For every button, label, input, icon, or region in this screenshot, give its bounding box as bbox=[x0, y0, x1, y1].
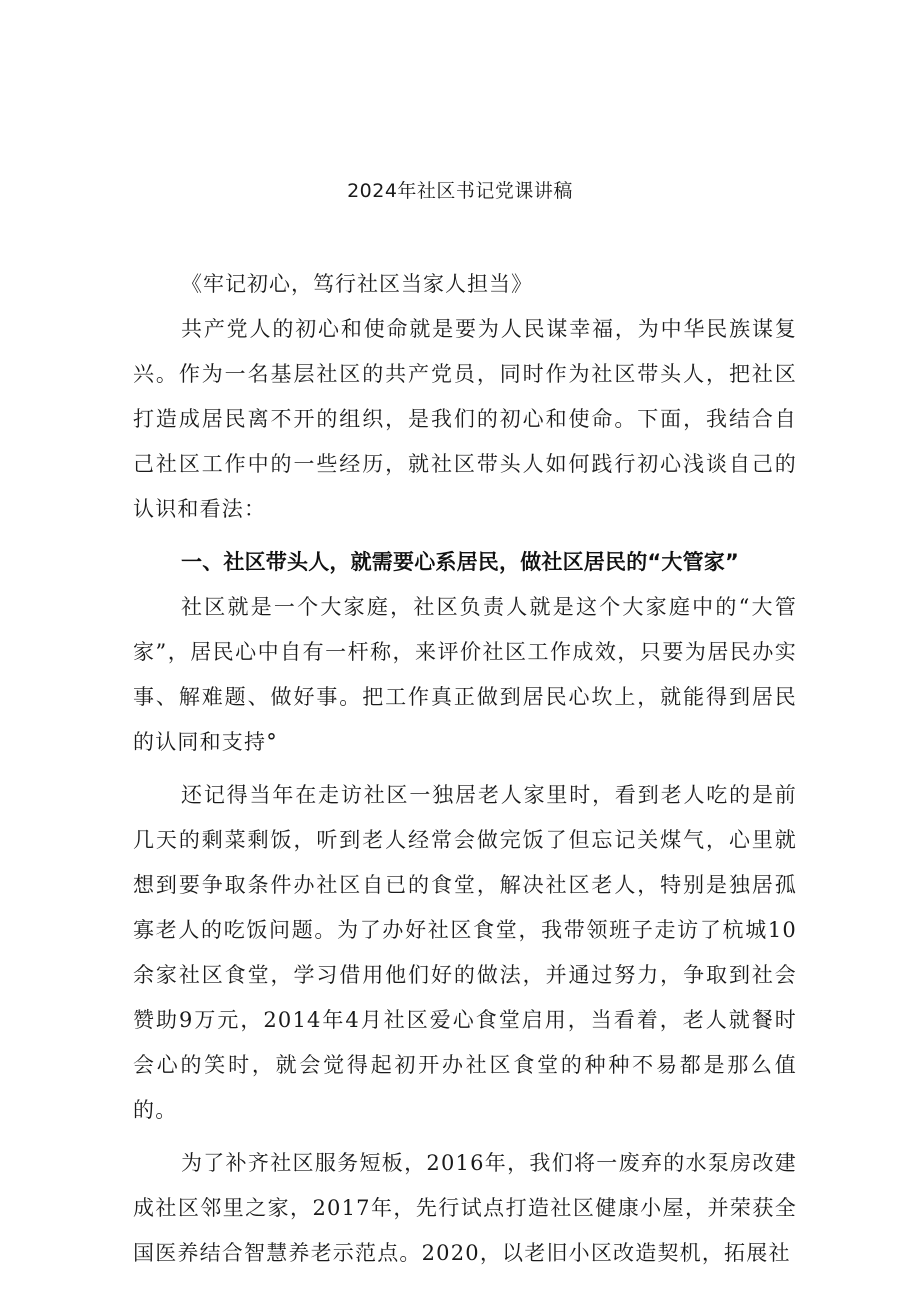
document-body bbox=[133, 262, 797, 1276]
paragraph-spacer bbox=[133, 532, 797, 540]
paragraph-spacer bbox=[133, 1133, 797, 1141]
speech-subtitle: 《牢记初心，笃行社区当家人担当》 bbox=[181, 272, 533, 296]
section1-paragraph-1: 社区就是一个大家庭，社区负责人就是这个大家庭中的“大管家”，居民心中自有一杆称，来评价社区工作成效，只要为居民办实事、解难题、做好事。把工作真正做到居民心坎上，就能得到居民的认同和支持° bbox=[133, 595, 797, 754]
section1-paragraph-2: 还记得当年在走访社区一独居老人家里时，看到老人吃的是前几天的剩菜剩饭，听到老人经常会做完饭了但忘记关煤气，心里就想到要争取条件办社区自已的食堂，解决社区老人，特别是独居孤寡老人的吃饭问题。为了办好社区食堂，我带领班子走访了杭城10余家社区食堂，学习借用他们好的做法，并通过努力，争取到社会赞助9万元，2014年4月社区爱心食堂启用，当看着，老人就餐时会心的笑时，就会觉得起初开办社区食堂的种种不易都是那么值的。 bbox=[133, 783, 797, 1122]
section1-paragraph-3: 为了补齐社区服务短板，2016年，我们将一废弃的水泵房改建成社区邻里之家，2017年，先行试点打造社区健康小屋，并荣获全国医养结合智慧养老示范点。2020，以老旧小区改造契机，拓展社 bbox=[133, 1151, 797, 1265]
intro-paragraph: 共产党人的初心和使命就是要为人民谋幸福，为中华民族谋复兴。作为一名基层社区的共产党员，同时作为社区带头人，把社区打造成居民离不开的组织，是我们的初心和使命。下面，我结合自己社区工作中的一些经历，就社区带头人如何践行初心浅谈自己的认识和看法： bbox=[133, 317, 797, 521]
section-heading-1: 一、社区带头人，就需要心系居民，做社区居民的“大管家” bbox=[181, 550, 740, 574]
document-title: 2024年社区书记党课讲稿 bbox=[347, 180, 573, 202]
paragraph-spacer bbox=[133, 765, 797, 773]
